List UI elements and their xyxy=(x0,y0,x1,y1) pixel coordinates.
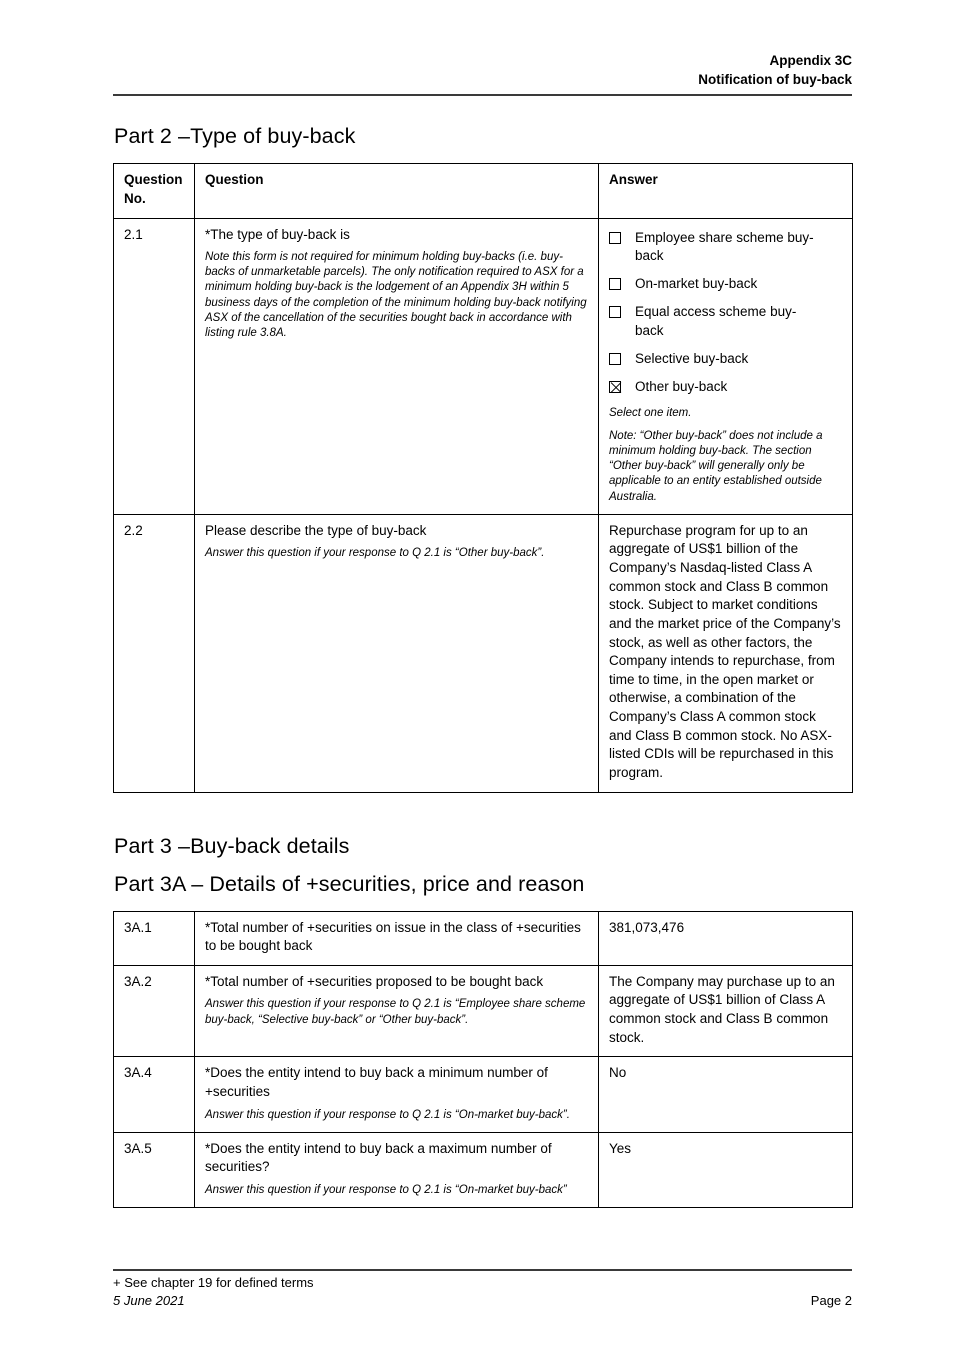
checkbox-icon xyxy=(609,232,621,244)
checkbox-checked-icon xyxy=(609,381,621,393)
option-label: Selective buy-back xyxy=(635,350,749,366)
select-one-item-note: Select one item. xyxy=(609,406,692,419)
column-header-question-no: Question No. xyxy=(114,164,195,218)
answer-text: Repurchase program for up to an aggregate of US$1 billion of the Company’s Nasdaq-listed Class A common stock and Class B common stock. Subject to market conditions and the market price of the Company’s stock, as well as other factors, the Company intends to repurchase, from time to time, in the open market or otherwise, a combination of the Company’s Class A common stock and Class B common stock. No ASX-listed CDIs will be repurchased in this program. xyxy=(609,522,841,780)
question-number-cell: 2.2 xyxy=(114,514,195,792)
question-number-cell: 3A.5 xyxy=(114,1132,195,1207)
option-label: Other buy-back xyxy=(635,378,728,394)
question-note: Note this form is not required for minimum holding buy-backs (i.e. buy-backs of unmarketable parcels). The only notification required to ASX for a minimum holding buy-back is the lodgement of an Appendix 3H within 5 business days of the completion of the minimum holding buy-back notifying ASX of the cancellation of the securities bought back in accordance with listing rule 3.8A. xyxy=(205,251,587,339)
option-label: Employee share scheme buy-back xyxy=(635,229,814,264)
answer-cell xyxy=(599,965,853,1057)
question-cell xyxy=(195,218,599,514)
other-buyback-note: Note: “Other buy-back” does not include a minimum holding buy-back. The section “Other buy-back” will generally only be applicable to an entity established outside Australia. xyxy=(609,429,823,503)
question-text: *Total number of +securities on issue in the class of +securities to be bought back xyxy=(205,919,581,954)
answer-cell xyxy=(599,1057,853,1132)
part2-table xyxy=(113,163,853,792)
document-footer xyxy=(113,1269,852,1310)
part3a-table xyxy=(113,911,853,1209)
answer-cell xyxy=(599,1132,853,1207)
question-text: *Does the entity intend to buy back a maximum number of securities? xyxy=(205,1140,552,1175)
question-text: *Does the entity intend to buy back a minimum number of +securities xyxy=(205,1065,548,1099)
question-cell xyxy=(195,911,599,965)
option-label: Equal access scheme buy-back xyxy=(635,304,797,339)
question-number-cell: 2.1 xyxy=(114,218,195,514)
document-header xyxy=(113,0,852,89)
answer-text: No xyxy=(609,1065,627,1081)
question-cell xyxy=(195,1057,599,1132)
header-form-title: Notification of buy-back xyxy=(698,71,852,87)
part2-table-header-row xyxy=(114,164,853,218)
question-number-cell: 3A.1 xyxy=(114,911,195,965)
answer-text: 381,073,476 xyxy=(609,919,685,935)
table-row-q3a-1 xyxy=(114,911,853,965)
header-divider xyxy=(113,94,852,96)
footer-page-number: Page 2 xyxy=(810,1293,852,1309)
footer-divider xyxy=(113,1269,852,1271)
part3a-heading: Part 3A – Details of +securities, price and reason xyxy=(114,871,585,896)
buyback-type-options xyxy=(609,229,842,397)
question-number-cell: 3A.2 xyxy=(114,965,195,1057)
question-cell xyxy=(195,1132,599,1207)
answer-cell xyxy=(599,514,853,792)
question-note: Answer this question if your response to Q 2.1 is “On-market buy-back” xyxy=(205,1183,567,1196)
answer-text: The Company may purchase up to an aggregate of US$1 billion of Class A common stock and Class B common stock. xyxy=(609,973,835,1045)
table-row-q3a-4 xyxy=(114,1057,853,1132)
option-equal-access-scheme xyxy=(609,303,842,341)
answer-cell xyxy=(599,218,853,514)
part3-heading: Part 3 –Buy-back details xyxy=(114,833,350,858)
question-cell xyxy=(195,965,599,1057)
question-text: Please describe the type of buy-back xyxy=(205,522,427,538)
table-row-q2-2 xyxy=(114,514,853,792)
table-row-q3a-5 xyxy=(114,1132,853,1207)
column-header-answer: Answer xyxy=(599,164,853,218)
option-other xyxy=(609,378,842,397)
answer-cell xyxy=(599,911,853,965)
answer-text: Yes xyxy=(609,1140,632,1156)
question-text: *Total number of +securities proposed to be bought back xyxy=(205,973,544,989)
question-text: *The type of buy-back is xyxy=(205,226,350,242)
question-note: Answer this question if your response to Q 2.1 is “Other buy-back”. xyxy=(205,547,545,560)
checkbox-icon xyxy=(609,353,621,365)
question-cell xyxy=(195,514,599,792)
option-label: On-market buy-back xyxy=(635,276,758,292)
option-on-market xyxy=(609,275,842,294)
part2-heading: Part 2 –Type of buy-back xyxy=(114,124,356,149)
question-number-cell: 3A.4 xyxy=(114,1057,195,1132)
footer-date: 5 June 2021 xyxy=(113,1293,185,1309)
column-header-question: Question xyxy=(195,164,599,218)
footer-defined-terms: + See chapter 19 for defined terms xyxy=(113,1275,314,1290)
header-appendix-title: Appendix 3C xyxy=(769,53,852,68)
table-row-q3a-2 xyxy=(114,965,853,1057)
option-selective xyxy=(609,350,842,369)
question-note: Answer this question if your response to Q 2.1 is “Employee share scheme buy-back, “Selective buy-back” or “Other buy-back”. xyxy=(205,998,586,1026)
table-row-q2-1 xyxy=(114,218,853,514)
option-employee-share-scheme xyxy=(609,229,842,267)
checkbox-icon xyxy=(609,278,621,290)
checkbox-icon xyxy=(609,306,621,318)
question-note: Answer this question if your response to Q 2.1 is “On-market buy-back”. xyxy=(205,1108,570,1121)
